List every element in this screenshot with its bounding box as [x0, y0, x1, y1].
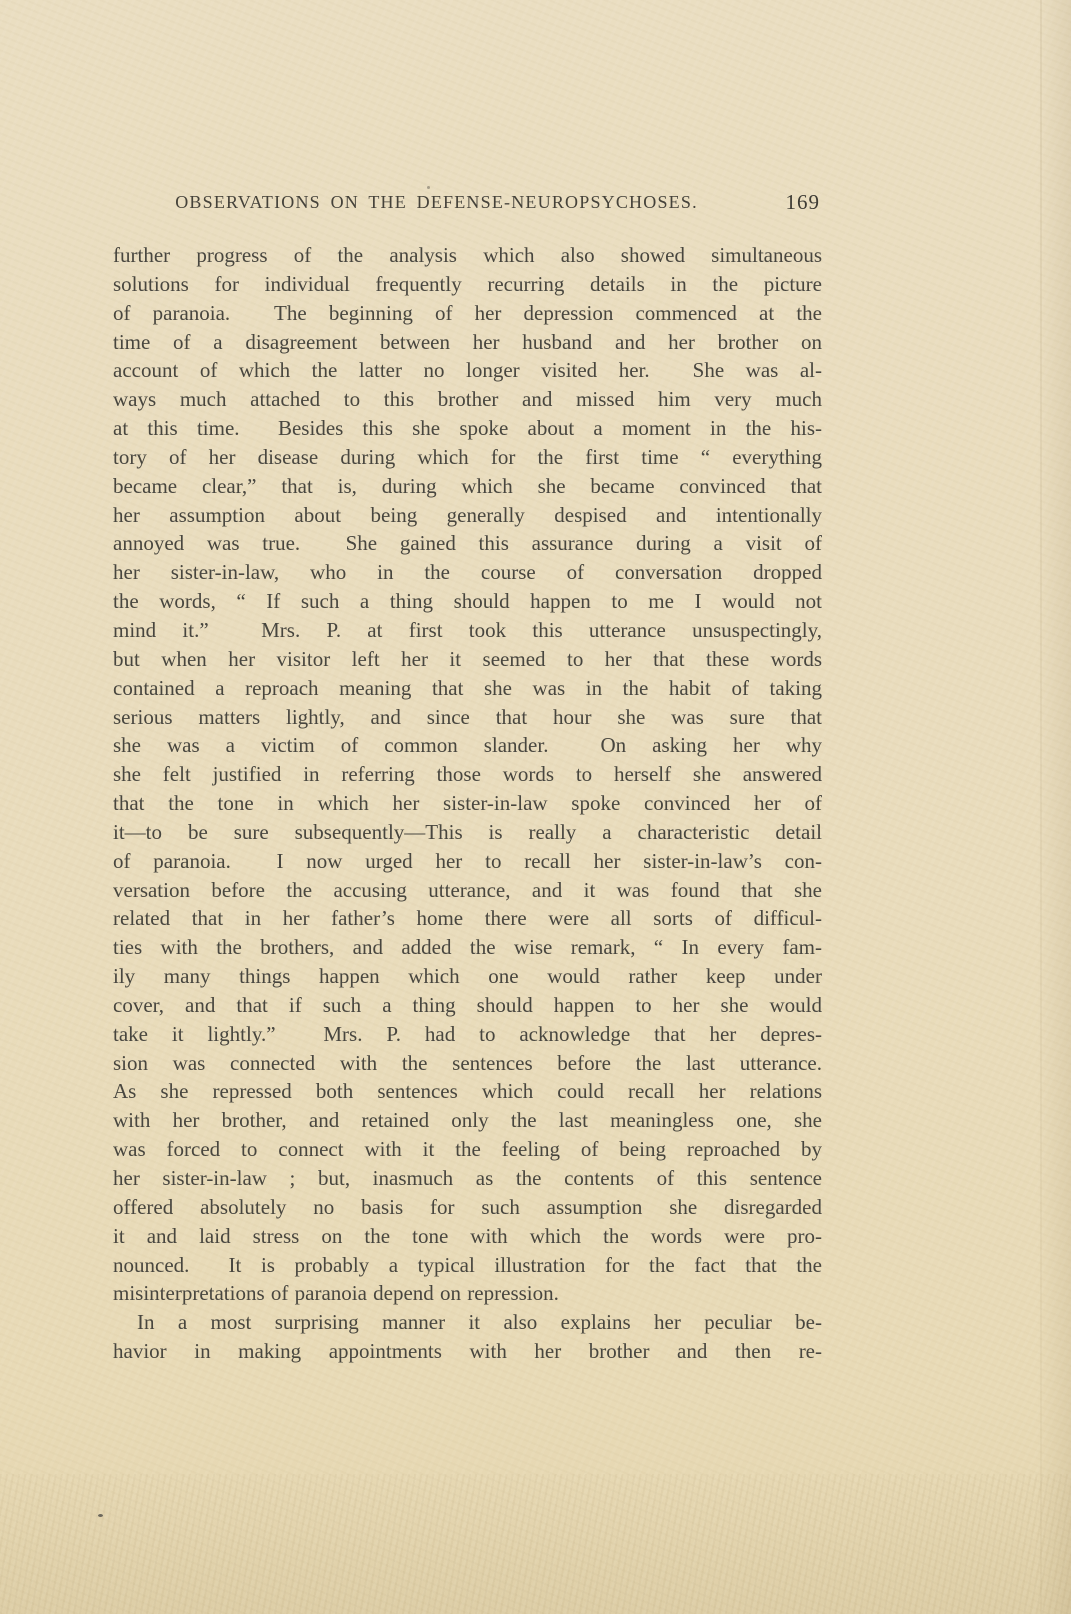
text-line: mind it.” Mrs. P. at first took this utterance unsuspectingly,	[113, 617, 822, 642]
text-line: was forced to connect with it the feeling of being reproached by	[113, 1137, 822, 1162]
text-line: related that in her father’s home there were all sorts of difficul-	[113, 906, 822, 931]
text-line: further progress of the analysis which also showed simultaneous	[113, 243, 822, 267]
text-line: she felt justified in referring those words to herself she answered	[113, 762, 822, 787]
text-line: In a most surprising manner it also explains her peculiar be-	[137, 1310, 822, 1335]
page-crease-line	[1040, 0, 1042, 1614]
running-title: OBSERVATIONS ON THE DEFENSE-NEUROPSYCHOSES.	[175, 192, 698, 212]
text-line: it and laid stress on the tone with which the words were pro-	[113, 1223, 822, 1248]
text-line: contained a reproach meaning that she was in the habit of taking	[113, 675, 822, 700]
text-line: cover, and that if such a thing should happen to her she would	[113, 992, 822, 1017]
text-line: ways much attached to this brother and missed him very much	[113, 387, 822, 412]
text-line: versation before the accusing utterance, and it was found that she	[113, 877, 822, 902]
text-line: at this time. Besides this she spoke about a moment in the his-	[113, 416, 822, 441]
text-line: her sister-in-law ; but, inasmuch as the contents of this sentence	[113, 1166, 822, 1190]
text-line: annoyed was true. She gained this assurance during a visit of	[113, 531, 822, 556]
paper-speck	[98, 1514, 103, 1517]
text-line: of paranoia. I now urged her to recall her sister-in-law’s con-	[113, 848, 822, 873]
text-line: with her brother, and retained only the last meaningless one, she	[113, 1108, 822, 1133]
text-line: her assumption about being generally despised and intentionally	[113, 502, 822, 527]
text-line: tory of her disease during which for the first time “ everything	[113, 444, 822, 469]
text-line: but when her visitor left her it seemed to her that these words	[113, 646, 822, 671]
text-line: sion was connected with the sentences before the last utterance.	[113, 1050, 822, 1075]
page-edge-shadow	[1037, 0, 1071, 1614]
text-line: serious matters lightly, and since that hour she was sure that	[113, 704, 822, 729]
page-number: 169	[785, 190, 820, 214]
text-line: she was a victim of common slander. On asking her why	[113, 733, 822, 758]
paper-speck	[427, 186, 430, 189]
paper-texture-bottom	[0, 1474, 1071, 1614]
text-line: it—to be sure subsequently—This is really a characteristic detail	[113, 819, 822, 844]
text-line: take it lightly.” Mrs. P. had to acknowledge that her depres-	[113, 1021, 822, 1046]
text-line: the words, “ If such a thing should happen to me I would not	[113, 589, 822, 614]
text-line: As she repressed both sentences which could recall her relations	[113, 1079, 822, 1104]
body-text	[113, 241, 822, 1366]
text-line: nounced. It is probably a typical illustration for the fact that the	[113, 1252, 822, 1277]
text-line: ties with the brothers, and added the wise remark, “ In every fam-	[113, 935, 822, 960]
text-line: account of which the latter no longer visited her. She was al-	[113, 358, 822, 383]
text-line: misinterpretations of paranoia depend on repression.	[113, 1281, 559, 1306]
page-header	[113, 192, 822, 220]
text-line: ily many things happen which one would rather keep under	[113, 964, 822, 989]
text-line: solutions for individual frequently recurring details in the picture	[113, 271, 822, 296]
text-line: of paranoia. The beginning of her depression commenced at the	[113, 300, 822, 325]
text-line: that the tone in which her sister-in-law spoke convinced her of	[113, 791, 822, 816]
text-line: offered absolutely no basis for such assumption she disregarded	[113, 1194, 822, 1219]
text-line: havior in making appointments with her brother and then re-	[113, 1339, 822, 1364]
text-line: her sister-in-law, who in the course of conversation dropped	[113, 560, 822, 585]
text-line: time of a disagreement between her husband and her brother on	[113, 329, 822, 354]
text-line: became clear,” that is, during which she became convinced that	[113, 473, 822, 498]
